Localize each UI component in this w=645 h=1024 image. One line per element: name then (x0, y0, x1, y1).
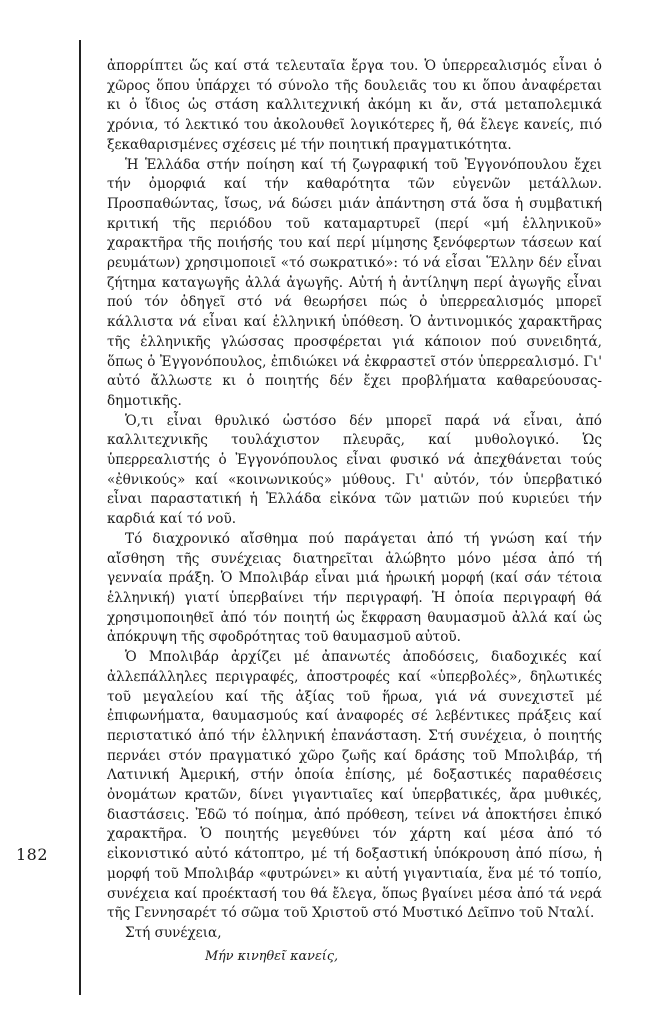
paragraph: Ὁ,τι εἶναι θρυλικό ὡστόσο δέν μπορεῖ παρά νά εἶναι, ἀπό καλλιτεχνικῆς τουλάχιστον πλευρᾶς, καί μυθολογικό. Ὡς ὑπερρεαλιστής ὁ Ἐγγονόπουλος εἶναι φυσικό νά ἀπεχθάνεται τούς «ἐθνικούς» καί «κοινωνικούς» μύθους. Γι' αὐτόν, τόν ὑπερβατικό εἶναι παραστατική ἡ Ἑλλάδα εἰκόνα τῶν ματιῶν πού κυριεύει τήν καρδιά καί τό νοῦ. (107, 412, 602, 528)
margin-rule (79, 40, 81, 995)
poem-verse-line: Μήν κινηθεῖ κανείς, (205, 948, 339, 964)
body-text (107, 57, 602, 966)
paragraph: Ὁ Μπολιβάρ ἀρχίζει μέ ἀπανωτές ἀποδόσεις, διαδοχικές καί ἀλλεπάλληλες περιγραφές, ἀποστροφές καί «ὑπερβολές», δηλωτικές τοῦ μεγαλείου καί τῆς ἀξίας τοῦ ἥρωα, γιά νά συνεχιστεῖ μέ ἐπιφωνήματα, θαυμασμούς καί ἀναφορές σέ λεβέντικες πράξεις καί περιστατικό ἀπό τήν ἑλληνική ἐπανάσταση. Στή συνέχεια, ὁ ποιητής περνάει στόν πραγματικό χῶρο ζωῆς καί δράσης τοῦ Μπολιβάρ, τή Λατινική Ἀμερική, στήν ὁποία ἐπίσης, μέ δοξαστικές παραθέσεις ὀνομάτων κρατῶν, δίνει γιγαντιαῖες καί ὑπερβατικές, ἄρα μυθικές, διαστάσεις. Ἐδῶ τό ποίημα, ἀπό πρόθεση, τείνει νά ἀποκτήσει ἐπικό χαρακτῆρα. Ὁ ποιητής μεγεθύνει τόν χάρτη καί μέσα ἀπό τό εἰκονιστικό αὐτό κάτοπτρο, μέ τή δοξαστική ὑπόκρουση ἀπό πίσω, ἡ μορφή τοῦ Μπολιβάρ «φυτρώνει» κι αὐτή γιγαντιαία, ἕνα μέ τό τοπίο, συνέχεια καί προέκτασή του θά ἔλεγα, ὅπως βγαίνει μέσα ἀπό τά νερά τῆς Γεννησαρέτ τό σῶμα τοῦ Χριστοῦ στό Μυστικό Δεῖπνο τοῦ Νταλί. (107, 649, 602, 922)
paragraph: ἀπορρίπτει ὥς καί στά τελευταῖα ἔργα του. Ὁ ὑπερρεαλισμός εἶναι ὁ χῶρος ὅπου ὑπάρχει τό σύνολο τῆς δουλειᾶς του κι ὅπου ἀναφέρεται κι ὁ ἴδιος ὡς στάση καλλιτεχνική ἀκόμη κι ἄν, στά μεταπολεμικά χρόνια, τό λεκτικό του ἀκολουθεῖ λογικότερες ἤ, θά ἔλεγε κανείς, πιό ξεκαθαρισμένες σχέσεις μέ τήν ποιητική πραγματικότητα. (107, 58, 602, 153)
paragraph: Στή συνέχεια, (125, 924, 222, 941)
paragraph: Ἡ Ἑλλάδα στήν ποίηση καί τή ζωγραφική τοῦ Ἐγγονόπουλου ἔχει τήν ὀμορφιά καί τήν καθαρότητα τῶν εὐγενῶν μετάλλων. Προσπαθώντας, ἴσως, νά δώσει μιάν ἀπάντηση στά ὅσα ἡ συμβατική κριτική τῆς περιόδου τοῦ καταμαρτυρεῖ (περί «μή ἑλληνικοῦ» χαρακτῆρα τῆς ποιήσής του καί περί μίμησης ξενόφερτων τάσεων καί ρευμάτων) χρησιμοποιεῖ «τό σωκρατικό»: τό νά εἶσαι Ἕλλην δέν εἶναι ζήτημα καταγωγῆς ἀλλά ἀγωγῆς. Αὐτή ἡ ἀντίληψη περί ἀγωγῆς εἶναι πού τόν ὁδηγεῖ στό νά θεωρήσει πώς ὁ ὑπερρεαλισμός μπορεῖ κάλλιστα νά εἶναι καί ἑλληνική ὑπόθεση. Ὁ ἀντινομικός χαρακτῆρας τῆς ἑλληνικῆς γλώσσας προσφέρεται γιά κάποιον πού συνειδητά, ὅπως ὁ Ἐγγονόπουλος, ἐπιδιώκει νά ἐκφραστεῖ στόν ὑπερρεαλισμό. Γι' αὐτό ἄλλωστε κι ὁ ποιητής δέν ἔχει προβλήματα καθαρεύουσας-δημοτικῆς. (107, 156, 602, 409)
page-number: 182 (16, 845, 49, 864)
paragraph: Τό διαχρονικό αἴσθημα πού παράγεται ἀπό τή γνώση καί τήν αἴσθηση τῆς συνέχειας διατηρεῖται ἀλώβητο μόνο μέσα ἀπό τή γενναία πράξη. Ὁ Μπολιβάρ εἶναι μιά ἡρωική μορφή (καί σάν τέτοια ἑλληνική) γιατί ὑπερβαίνει τήν περιγραφή. Ἡ ὁποία περιγραφή θά χρησιμοποιηθεῖ ἀπό τόν ποιητή ὡς ἔκφραση θαυμασμοῦ ἀλλά καί ὡς ἀπόκρυψη τῆς σφοδρότητας τοῦ θαυμασμοῦ αὐτοῦ. (107, 530, 602, 646)
